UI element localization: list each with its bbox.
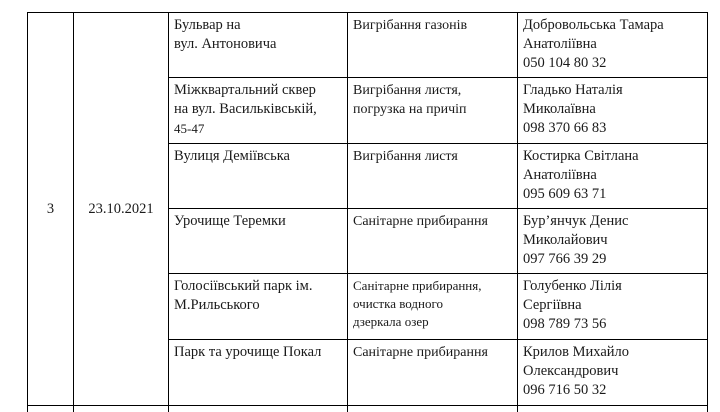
contact-name: Гладько Наталія: [523, 81, 702, 100]
location-text: Голосіївський парк ім.: [174, 277, 342, 296]
empty-cell: [169, 406, 348, 412]
contact-patronymic: Миколайович: [523, 231, 702, 250]
contact-patronymic: Миколаївна: [523, 100, 702, 119]
contact-phone: 050 104 80 32: [523, 54, 702, 73]
contact-name: Крилов Михайло: [523, 343, 702, 362]
location-text: Урочище Теремки: [174, 212, 342, 231]
contact-phone: 098 370 66 83: [523, 119, 702, 138]
contact-patronymic: Олександрович: [523, 362, 702, 381]
location-cell: [169, 209, 348, 274]
contact-phone: 098 789 73 56: [523, 315, 702, 334]
activity-text: Санітарне прибирання: [353, 343, 512, 362]
location-text: 45-47: [174, 119, 342, 138]
contact-phone: 096 716 50 32: [523, 381, 702, 400]
location-cell: [169, 13, 348, 78]
location-cell: [169, 340, 348, 406]
table-row-next-partial: [28, 406, 708, 412]
contact-phone: 097 766 39 29: [523, 250, 702, 269]
empty-cell: [518, 406, 708, 412]
activity-cell: [348, 274, 518, 340]
schedule-table: [27, 12, 708, 412]
event-date: 23.10.2021: [88, 201, 153, 217]
contact-name: Костирка Світлана: [523, 147, 702, 166]
contact-patronymic: Анатоліївна: [523, 166, 702, 185]
location-text: Парк та урочище Покал: [174, 343, 342, 362]
location-cell: [169, 274, 348, 340]
row-number-cell: [28, 13, 74, 406]
activity-text: Вигрібання листя,: [353, 81, 512, 100]
activity-text: дзеркала озер: [353, 313, 512, 331]
contact-patronymic: Анатоліївна: [523, 35, 702, 54]
contact-patronymic: Сергіївна: [523, 296, 702, 315]
location-cell: [169, 78, 348, 144]
activity-cell: [348, 340, 518, 406]
contact-cell: [518, 340, 708, 406]
location-text: Бульвар на: [174, 16, 342, 35]
activity-text: очистка водного: [353, 295, 512, 313]
date-cell: [74, 13, 169, 406]
empty-cell: [74, 406, 169, 412]
contact-cell: [518, 144, 708, 209]
activity-text: Вигрібання газонів: [353, 16, 512, 35]
location-text: вул. Антоновича: [174, 35, 342, 54]
location-text: Вулиця Деміївська: [174, 147, 342, 166]
activity-cell: [348, 13, 518, 78]
activity-cell: [348, 209, 518, 274]
location-text: М.Рильського: [174, 296, 342, 315]
activity-text: Санітарне прибирання,: [353, 277, 512, 295]
location-text: на вул. Васильківській,: [174, 100, 342, 119]
activity-cell: [348, 144, 518, 209]
contact-name: Добровольська Тамара: [523, 16, 702, 35]
empty-cell: [348, 406, 518, 412]
table-row: [28, 13, 708, 78]
location-text: Міжквартальний сквер: [174, 81, 342, 100]
contact-cell: [518, 274, 708, 340]
activity-cell: [348, 78, 518, 144]
contact-cell: [518, 209, 708, 274]
contact-name: Бур’янчук Денис: [523, 212, 702, 231]
activity-text: погрузка на причіп: [353, 100, 512, 119]
contact-cell: [518, 13, 708, 78]
contact-cell: [518, 78, 708, 144]
row-number: 3: [47, 201, 54, 217]
activity-text: Санітарне прибирання: [353, 212, 512, 231]
contact-name: Голубенко Лілія: [523, 277, 702, 296]
empty-cell: [28, 406, 74, 412]
activity-text: Вигрібання листя: [353, 147, 512, 166]
location-cell: [169, 144, 348, 209]
contact-phone: 095 609 63 71: [523, 185, 702, 204]
